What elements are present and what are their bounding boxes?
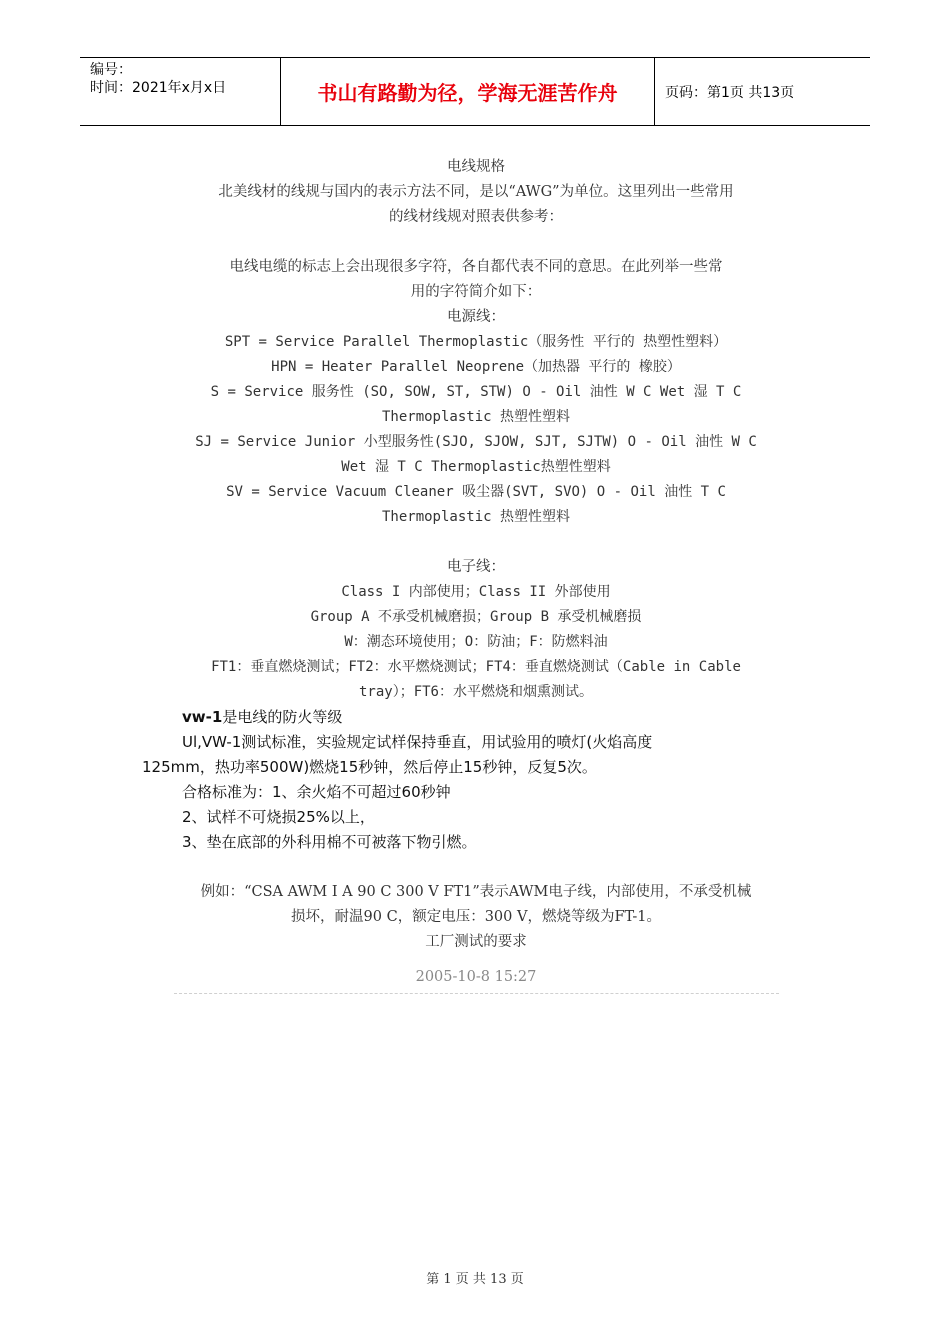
criteria-line-1: 合格标准为：1、余火焰不可超过60秒钟 [182, 783, 451, 801]
intro-line-2: 的线材线规对照表供参考： [389, 209, 563, 225]
electronic-line: Group A 不承受机械磨损；Group B 承受机械磨损 [310, 609, 642, 625]
symbols-line-1: 电线电缆的标志上会出现很多字符，各自都代表不同的意思。在此列举一些常 [229, 259, 723, 275]
intro-line-1: 北美线材的线规与国内的表示方法不同，是以“AWG”为单位。这里列出一些常用 [218, 184, 734, 200]
header-info [80, 58, 281, 125]
ul-line-1: Ul,VW-1测试标准，实验规定试样保持垂直，用试验用的喷灯(火焰高度 [182, 733, 653, 751]
power-line: Thermoplastic 热塑性塑料 [381, 409, 570, 425]
electronic-line: W：潮态环境使用；O：防油；F：防燃料油 [344, 634, 608, 650]
vw1-bold: vw-1 [182, 708, 223, 726]
symbols-line-2: 用的字符简介如下： [410, 284, 542, 300]
criteria-line-2: 2、试样不可烧损25%以上， [182, 808, 375, 826]
dashed-divider [174, 993, 779, 994]
page-footer: 第 1 页 共 13 页 [426, 1272, 524, 1287]
criteria-line-3: 3、垫在底部的外科用棉不可被落下物引燃。 [182, 833, 477, 851]
example-line-1: 例如：“CSA AWM I A 90 C 300 V FT1”表示AWM电子线，内部使用，不承受机械 [200, 884, 752, 900]
vw1-rest: 是电线的防火等级 [222, 708, 343, 726]
electronic-line: Class I 内部使用；Class II 外部使用 [341, 584, 611, 600]
post-date: 2005-10-8 15:27 [415, 969, 537, 985]
document-number-label: 编号： [90, 62, 132, 78]
power-heading: 电源线： [447, 309, 505, 325]
vw1-line [140, 705, 812, 730]
ul-line-2: 125mm，热功率500W)燃烧15秒钟，然后停止15秒钟，反复5次。 [142, 758, 597, 776]
power-line: SV = Service Vacuum Cleaner 吸尘器(SVT, SVO) O - Oil 油性 T C [226, 484, 726, 500]
page-header [80, 57, 870, 126]
power-line: S = Service 服务性 (SO, SOW, ST, STW) O - Oil 油性 W C Wet 湿 T C [210, 384, 742, 400]
header-motto: 书山有路勤为径，学海无涯苦作舟 [281, 58, 655, 125]
power-line: HPN = Heater Parallel Neoprene（加热器 平行的 橡胶） [271, 359, 681, 375]
electronic-line: tray）；FT6：水平燃烧和烟熏测试。 [358, 684, 593, 700]
header-page-label: 页码：第1页 共13页 [665, 84, 795, 101]
power-line: SJ = Service Junior 小型服务性(SJO, SJOW, SJT, SJTW) O - Oil 油性 W C [195, 434, 757, 450]
electronic-heading: 电子线： [447, 559, 505, 575]
example-line-2: 损坏，耐温90 C，额定电压：300 V，燃烧等级为FT-1。 [291, 909, 661, 925]
power-line: SPT = Service Parallel Thermoplastic（服务性 平行的 热塑性塑料） [224, 334, 728, 350]
factory-title: 工厂测试的要求 [425, 934, 527, 950]
electronic-line: FT1：垂直燃烧测试；FT2：水平燃烧测试；FT4：垂直燃烧测试（Cable in Cable [211, 659, 741, 675]
document-time-label: 时间：2021年x月x日 [90, 80, 227, 96]
power-line: Wet 湿 T C Thermoplastic热塑性塑料 [341, 459, 611, 475]
document-body [140, 155, 812, 994]
power-line: Thermoplastic 热塑性塑料 [381, 509, 570, 525]
doc-title: 电线规格 [447, 159, 505, 175]
